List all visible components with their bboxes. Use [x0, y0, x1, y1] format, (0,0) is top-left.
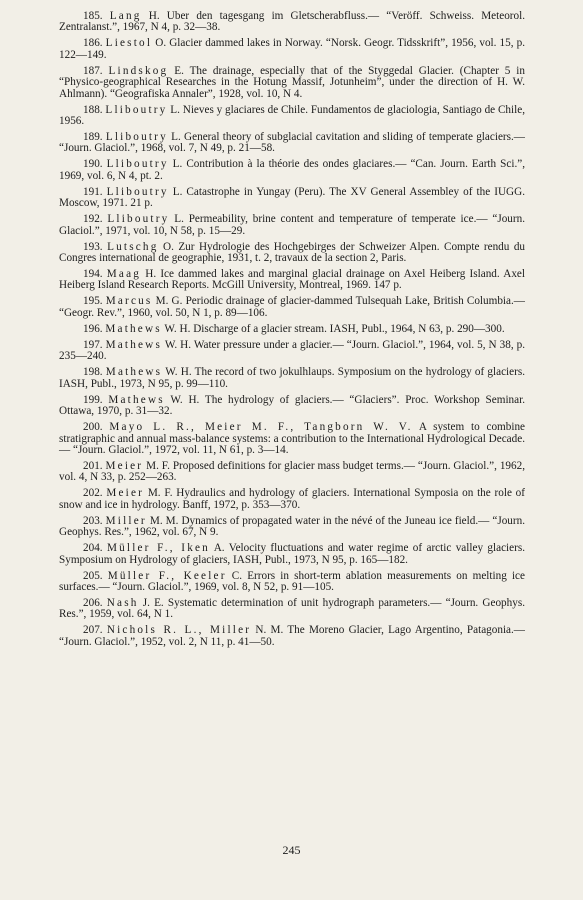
bibliography-page — [59, 11, 525, 653]
bibliography-entry — [59, 543, 525, 566]
entry-number: 192. — [83, 213, 103, 226]
entry-author: Meier — [106, 487, 145, 500]
bibliography-list — [59, 11, 525, 648]
entry-citation: C. Errors in short-term ablation measurements on melting ice surfaces.— “Journ. Glaciol.”, 1969, vol. 8, N 52, p. 91—105. — [59, 569, 525, 593]
entry-citation: J. E. Systematic determination of unit hydrograph parameters.— “Journ. Geophys. Res.”, 1959, vol. 64, N 1. — [59, 596, 525, 621]
entry-author: Marcus — [105, 295, 153, 308]
entry-number: 207. — [83, 624, 103, 637]
entry-author: Lliboutry — [105, 131, 168, 144]
bibliography-entry — [59, 625, 525, 648]
entry-citation: O. Glacier dammed lakes in Norway. “Norsk. Geogr. Tidsskrift”, 1956, vol. 15, p. 122—149. — [59, 37, 525, 61]
entry-number: 203. — [83, 514, 103, 527]
entry-citation: W. H. The record of two jokulhlaups. Symposium on the hydrology of glaciers. IASH, Publ., 1973, N 95, p. 99—110. — [59, 366, 526, 390]
entry-author: Mathews — [105, 366, 163, 379]
entry-citation: M. G. Periodic drainage of glacier-dammed Tulsequah Lake, British Columbia.— “Geogr. Rev.”, 1960, vol. 50, N 1, p. 89—106. — [59, 295, 525, 319]
entry-number: 201. — [83, 459, 103, 472]
bibliography-entry — [59, 340, 525, 363]
bibliography-entry — [59, 38, 525, 61]
entry-citation: L. General theory of subglacial cavitation and sliding of temperate glaciers.— “Journ. Glaciol.”, 1968, vol. 7, N 49, p. 21—58. — [59, 131, 525, 155]
entry-number: 188. — [83, 103, 103, 116]
entry-number: 205. — [83, 569, 103, 582]
entry-citation: L. Contribution à la théorie des ondes glaciares.— “Can. Journ. Earth Sci.”, 1969, vol. 6, N 4, pt. 2. — [59, 158, 526, 182]
entry-number: 202. — [83, 487, 103, 500]
entry-author: Lliboutry — [106, 158, 169, 171]
bibliography-entry — [59, 516, 525, 539]
entry-number: 190. — [83, 158, 103, 171]
bibliography-entry — [59, 488, 525, 511]
entry-author: Lutschg — [107, 240, 159, 253]
entry-number: 194. — [83, 268, 103, 281]
entry-number: 199. — [83, 393, 103, 406]
entry-number: 197. — [83, 338, 103, 351]
entry-citation: L. Permeability, brine content and temperature of temperate ice.— “Journ. Glaciol.”, 1971, vol. 10, N 58, p. 15—29. — [59, 213, 525, 237]
entry-citation: M. F. Hydraulics and hydrology of glaciers. International Symposia on the role of snow and ice in hydrology. Banff, 1972, p. 353—370. — [59, 487, 526, 511]
bibliography-entry — [59, 367, 525, 390]
entry-citation: A system to combine stratigraphic and annual mass-balance systems: a contribution to the International Hydrological Decade.— “Journ. Glaciol.”, 1972, vol. 11, N 61, p. 3—14. — [59, 421, 526, 456]
entry-author: Lang — [109, 10, 142, 22]
entry-number: 189. — [83, 131, 103, 144]
bibliography-entry — [59, 132, 525, 155]
bibliography-entry — [59, 187, 525, 210]
entry-citation: W. H. Water pressure under a glacier.— “Journ. Glaciol.”, 1964, vol. 5, N 38, p. 235—240. — [59, 338, 526, 363]
bibliography-entry — [59, 461, 525, 484]
entry-citation: W. H. Discharge of a glacier stream. IASH, Publ., 1964, N 63, p. 290—300. — [161, 322, 505, 335]
bibliography-entry — [59, 214, 525, 237]
entry-citation: O. Zur Hydrologie des Hochgebirges der Schweizer Alpen. Compte rendu du Congres international de geographie, 1931, t. 2, travaux de la section 2, Paris. — [59, 240, 526, 265]
entry-number: 185. — [83, 10, 103, 22]
entry-citation: W. H. The hydrology of glaciers.— “Glaciers”. Proc. Workshop Seminar. Ottawa, 1970, p. 31—32. — [59, 393, 526, 418]
entry-author: Mayo L. R., Meier M. F., Tangborn W. V. — [109, 421, 413, 434]
bibliography-entry — [59, 105, 525, 128]
bibliography-entry — [59, 571, 525, 594]
bibliography-entry — [59, 598, 525, 621]
entry-author: Lliboutry — [106, 185, 169, 198]
entry-author: Mathews — [108, 393, 165, 406]
entry-number: 196. — [83, 322, 103, 335]
entry-author: Meier — [105, 459, 144, 472]
entry-author: Miller — [105, 514, 147, 527]
entry-author: Nichols R. L., Miller — [106, 624, 252, 637]
entry-citation: L. Nieves y glaciares de Chile. Fundamentos de glaciologia, Santiago de Chile, 1956. — [59, 103, 526, 128]
bibliography-entry — [59, 296, 525, 319]
page-number: 245 — [282, 843, 301, 857]
entry-citation: N. M. The Moreno Glacier, Lago Argentino, Patagonia.— “Journ. Glaciol.”, 1952, vol. 2, N 11, p. 41—50. — [59, 624, 525, 648]
entry-number: 187. — [83, 64, 103, 77]
entry-citation: E. The drainage, especially that of the Styggedal Glacier. (Chapter 5 in “Physico-geographical Researches in the Hotung Massif, Jotunheim”, under the direction of H. W. Ahlmann). “Geografiska Annaler”, 1928, vol. 10, N 4. — [59, 64, 526, 100]
entry-number: 195. — [83, 295, 103, 308]
entry-author: Lindskog — [108, 64, 169, 77]
bibliography-entry — [59, 159, 525, 182]
bibliography-entry — [59, 269, 525, 292]
entry-number: 200. — [83, 421, 103, 434]
entry-number: 193. — [83, 240, 103, 253]
entry-number: 206. — [83, 596, 103, 609]
entry-author: Müller F., Iken — [106, 542, 210, 555]
entry-citation: L. Catastrophe in Yungay (Peru). The XV General Assembley of the IUGG. Moscow, 1971. 21 p. — [59, 185, 526, 210]
bibliography-entry — [59, 395, 525, 418]
entry-author: Mathews — [105, 322, 162, 335]
entry-citation: H. Uber den tagesgang im Gletscherabfluss.— “Veröff. Schweiss. Meteorol. Zentralanst.”, 1967, N 4, p. 32—38. — [59, 10, 526, 34]
entry-author: Mathews — [105, 338, 163, 351]
entry-citation: A. Velocity fluctuations and water regime of arctic valley glaciers. Symposium on Hydrology of glaciers, IASH, Publ., 1973, N 95, p. 165—182. — [59, 542, 525, 566]
entry-number: 186. — [83, 37, 103, 50]
entry-citation: M. F. Proposed definitions for glacier mass budget terms.— “Journ. Glaciol.”, 1962, vol. 4, N 33, p. 252—263. — [59, 459, 525, 484]
entry-author: Lliboutry — [105, 103, 168, 116]
entry-author: Müller F., Keeler — [107, 569, 227, 582]
entry-citation: H. Ice dammed lakes and marginal glacial drainage on Axel Heiberg Island. Axel Heiberg Island Research Reports. McGill University, Montreal, 1969. 147 p. — [59, 268, 526, 292]
bibliography-entry — [59, 242, 525, 265]
bibliography-entry — [59, 66, 525, 100]
entry-author: Maag — [106, 268, 142, 281]
entry-author: Lliboutry — [107, 213, 170, 226]
entry-number: 198. — [83, 366, 103, 379]
bibliography-entry — [59, 324, 525, 335]
bibliography-entry — [59, 11, 525, 34]
entry-author: Nash — [106, 596, 139, 609]
bibliography-entry — [59, 422, 525, 456]
entry-citation: M. M. Dynamics of propagated water in the névé of the Juneau ice field.— “Journ. Geophys. Res.”, 1962, vol. 67, N 9. — [59, 514, 526, 539]
entry-number: 204. — [83, 542, 103, 555]
entry-author: Liestol — [105, 37, 153, 50]
entry-number: 191. — [83, 185, 103, 198]
